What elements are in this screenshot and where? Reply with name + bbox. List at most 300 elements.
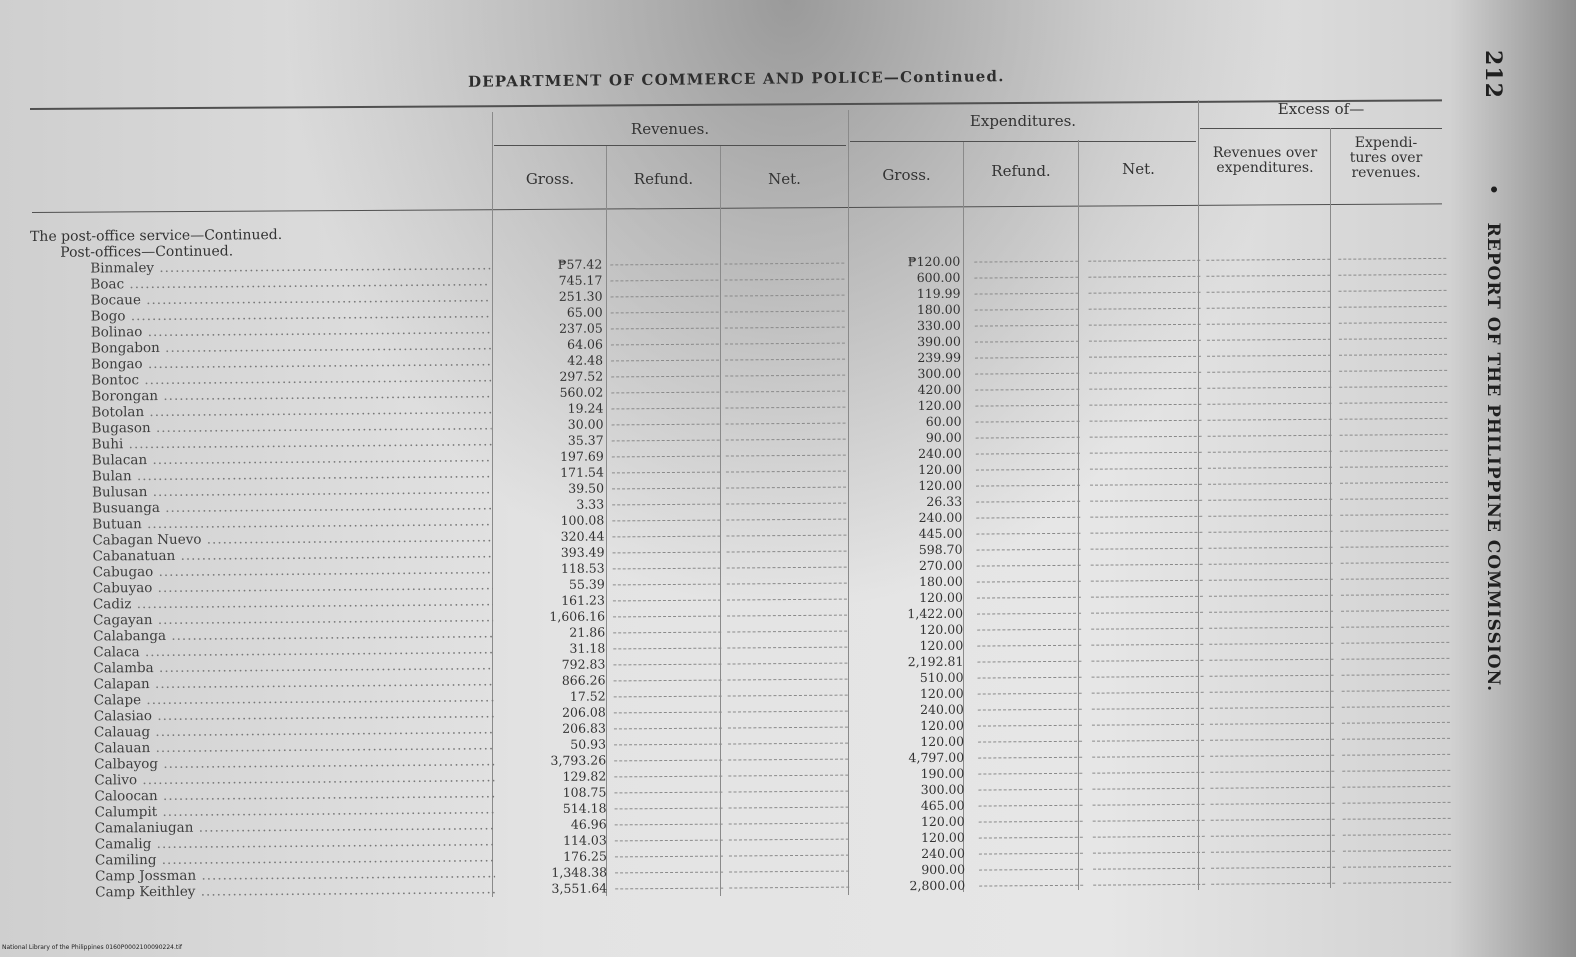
- empty-cell-leader: [728, 679, 848, 681]
- empty-cell-leader: [1340, 482, 1448, 484]
- empty-cell-leader: [1339, 370, 1447, 372]
- office-name: Calamba .....: [93, 657, 493, 676]
- empty-cell-leader: [611, 312, 719, 314]
- empty-cell-leader: [1207, 323, 1331, 325]
- empty-cell-leader: [726, 423, 846, 425]
- table-row: [34, 733, 965, 757]
- empty-cell-leader: [1211, 819, 1335, 821]
- table-row: [33, 605, 964, 629]
- empty-cell-leader: [1092, 772, 1204, 774]
- empty-cell-leader: [975, 309, 1079, 311]
- rev-over-exp-header: Revenues over expenditures.: [1212, 145, 1318, 176]
- empty-cell-leader: [728, 695, 848, 697]
- revenue-gross: 35.37: [567, 432, 604, 448]
- office-name: Calaca .....: [93, 641, 493, 660]
- empty-cell-leader: [1338, 258, 1446, 260]
- expenditure-gross: 240.00: [917, 445, 962, 462]
- expenditure-gross: 2,192.81: [907, 653, 964, 670]
- office-name: Camalaniugan .....: [95, 817, 495, 836]
- expenditure-gross: 120.00: [920, 733, 965, 750]
- expenditure-gross: 120.00: [919, 685, 964, 702]
- revenue-gross: 197.69: [559, 448, 604, 464]
- empty-cell-leader: [975, 405, 1079, 407]
- expenditure-gross: 120.00: [918, 477, 963, 494]
- table-row: [35, 877, 966, 901]
- excess-header: Excess of—: [1277, 100, 1365, 118]
- empty-cell-leader: [978, 677, 1082, 679]
- empty-cell-leader: [725, 407, 845, 409]
- empty-cell-leader: [1211, 883, 1335, 885]
- empty-cell-leader: [1088, 276, 1200, 278]
- office-name: Camp Jossman .....: [95, 865, 495, 884]
- table-row: [31, 365, 962, 389]
- empty-cell-leader: [975, 373, 1079, 375]
- expenditure-gross: 240.00: [919, 701, 964, 718]
- empty-cell-leader: [728, 775, 848, 777]
- empty-cell-leader: [975, 357, 1079, 359]
- empty-cell-leader: [614, 760, 722, 762]
- empty-cell-leader: [1209, 579, 1333, 581]
- empty-cell-leader: [1091, 596, 1203, 598]
- table-row: [30, 253, 961, 277]
- expenditure-gross: 445.00: [918, 525, 963, 542]
- empty-cell-leader: [1339, 338, 1447, 340]
- empty-cell-leader: [612, 456, 720, 458]
- exp-gross-header: Gross.: [882, 166, 931, 184]
- expenditure-gross: 598.70: [918, 541, 963, 558]
- empty-cell-leader: [1208, 515, 1332, 517]
- empty-cell-leader: [725, 343, 845, 345]
- empty-cell-leader: [614, 744, 722, 746]
- revenue-gross: 206.08: [562, 704, 606, 720]
- empty-cell-leader: [727, 583, 847, 585]
- revenue-gross: 251.30: [558, 288, 603, 304]
- empty-cell-leader: [613, 552, 721, 554]
- empty-cell-leader: [1093, 836, 1205, 838]
- expenditure-gross: 119.99: [916, 285, 961, 302]
- revenue-gross: 3.33: [576, 496, 605, 512]
- office-name: Camiling .....: [95, 849, 495, 868]
- table-body: [30, 253, 966, 901]
- empty-cell-leader: [724, 279, 844, 281]
- expenditure-gross: ₱120.00: [907, 253, 961, 270]
- empty-cell-leader: [1089, 340, 1201, 342]
- office-name: Cagayan .....: [93, 609, 493, 628]
- expenditure-gross: 180.00: [916, 301, 961, 318]
- empty-cell-leader: [612, 504, 720, 506]
- running-header: [1480, 50, 1506, 692]
- empty-cell-leader: [728, 743, 848, 745]
- table-row: [32, 429, 962, 453]
- empty-cell-leader: [1092, 740, 1204, 742]
- office-name: Cabagan Nuevo .....: [92, 529, 492, 548]
- revenue-gross: 866.26: [561, 672, 606, 688]
- empty-cell-leader: [726, 519, 846, 521]
- table-row: [34, 765, 965, 789]
- table-row: [32, 445, 962, 469]
- empty-cell-leader: [1343, 802, 1451, 804]
- empty-cell-leader: [1090, 500, 1202, 502]
- empty-cell-leader: [1343, 882, 1451, 884]
- empty-cell-leader: [1340, 434, 1448, 436]
- expenditure-gross: 4,797.00: [908, 749, 965, 766]
- empty-cell-leader: [1209, 659, 1333, 661]
- empty-cell-leader: [979, 853, 1083, 855]
- expenditure-gross: 240.00: [918, 509, 963, 526]
- empty-cell-leader: [612, 472, 720, 474]
- expenditure-gross: 300.00: [920, 781, 965, 798]
- empty-cell-leader: [612, 488, 720, 490]
- expenditure-gross: 60.00: [925, 413, 962, 429]
- empty-cell-leader: [1206, 275, 1330, 277]
- empty-cell-leader: [979, 805, 1083, 807]
- empty-cell-leader: [612, 440, 720, 442]
- empty-cell-leader: [614, 792, 722, 794]
- empty-cell-leader: [727, 615, 847, 617]
- empty-cell-leader: [1088, 260, 1200, 262]
- office-name: Bulan .....: [92, 465, 492, 484]
- office-name: Binmaley .....: [90, 257, 490, 276]
- table-row: [31, 317, 961, 341]
- office-name: Bugason .....: [92, 417, 492, 436]
- revenue-gross: 1,606.16: [549, 608, 606, 624]
- empty-cell-leader: [976, 421, 1080, 423]
- empty-cell-leader: [1209, 611, 1333, 613]
- empty-cell-leader: [1090, 468, 1202, 470]
- table-row: [35, 829, 965, 853]
- empty-cell-leader: [979, 869, 1083, 871]
- empty-cell-leader: [1340, 498, 1448, 500]
- expenditure-gross: 1,422.00: [907, 605, 964, 622]
- revenue-gross: 745.17: [558, 272, 603, 288]
- empty-cell-leader: [1090, 516, 1202, 518]
- empty-cell-leader: [978, 693, 1082, 695]
- report-title: REPORT OF THE PHILIPPINE COMMISSION.: [1483, 222, 1503, 692]
- empty-cell-leader: [1093, 884, 1205, 886]
- office-name: Camalig .....: [95, 833, 495, 852]
- table-row: [33, 541, 963, 565]
- empty-cell-leader: [1208, 451, 1332, 453]
- empty-cell-leader: [1091, 628, 1203, 630]
- empty-cell-leader: [726, 439, 846, 441]
- revenue-gross: 206.83: [562, 720, 606, 736]
- empty-cell-leader: [1093, 804, 1205, 806]
- empty-cell-leader: [1091, 660, 1203, 662]
- empty-cell-leader: [1343, 866, 1451, 868]
- empty-cell-leader: [1207, 355, 1331, 357]
- empty-cell-leader: [611, 344, 719, 346]
- empty-cell-leader: [975, 341, 1079, 343]
- empty-cell-leader: [1207, 291, 1331, 293]
- empty-cell-leader: [976, 485, 1080, 487]
- empty-cell-leader: [1338, 274, 1446, 276]
- empty-cell-leader: [976, 533, 1080, 535]
- empty-cell-leader: [1092, 692, 1204, 694]
- empty-cell-leader: [978, 741, 1082, 743]
- empty-cell-leader: [976, 501, 1080, 503]
- empty-cell-leader: [1091, 612, 1203, 614]
- empty-cell-leader: [978, 757, 1082, 759]
- empty-cell-leader: [1206, 259, 1330, 261]
- empty-cell-leader: [613, 632, 721, 634]
- empty-cell-leader: [725, 359, 845, 361]
- empty-cell-leader: [974, 261, 1078, 263]
- revenue-gross: 560.02: [559, 384, 604, 400]
- empty-cell-leader: [976, 517, 1080, 519]
- expenditure-gross: 240.00: [921, 845, 965, 862]
- excess-subrule: [1200, 128, 1442, 129]
- separator-dot: •: [1483, 183, 1503, 196]
- empty-cell-leader: [611, 392, 719, 394]
- empty-cell-leader: [1092, 756, 1204, 758]
- empty-cell-leader: [615, 824, 723, 826]
- empty-cell-leader: [1208, 467, 1332, 469]
- revenue-gross: 3,793.26: [550, 752, 607, 768]
- revenue-gross: 31.18: [569, 640, 606, 656]
- table-row: [34, 685, 964, 709]
- expenditure-gross: 90.00: [925, 429, 962, 445]
- exp-net-header: Net.: [1122, 160, 1155, 178]
- office-name: Boac .....: [90, 273, 490, 292]
- table-row: [34, 701, 964, 725]
- empty-cell-leader: [612, 424, 720, 426]
- col-rule: [720, 146, 721, 896]
- empty-cell-leader: [1207, 403, 1331, 405]
- empty-cell-leader: [613, 600, 721, 602]
- table-row: [33, 573, 963, 597]
- table-row: [32, 509, 963, 533]
- revenue-gross: 514.18: [562, 800, 607, 816]
- revenue-gross: 64.06: [567, 336, 603, 352]
- empty-cell-leader: [1343, 818, 1451, 820]
- empty-cell-leader: [1341, 658, 1449, 660]
- empty-cell-leader: [1342, 754, 1450, 756]
- table-row: [31, 381, 962, 405]
- empty-cell-leader: [612, 520, 720, 522]
- empty-cell-leader: [1209, 547, 1333, 549]
- empty-cell-leader: [1340, 530, 1448, 532]
- empty-cell-leader: [611, 296, 719, 298]
- expenditure-gross: 420.00: [917, 381, 962, 398]
- empty-cell-leader: [978, 725, 1082, 727]
- empty-cell-leader: [1343, 834, 1451, 836]
- revenue-gross: 161.23: [561, 592, 605, 608]
- empty-cell-leader: [727, 551, 847, 553]
- empty-cell-leader: [1210, 739, 1334, 741]
- empty-cell-leader: [976, 437, 1080, 439]
- empty-cell-leader: [1208, 499, 1332, 501]
- office-name: Bulusan .....: [92, 481, 492, 500]
- empty-cell-leader: [726, 471, 846, 473]
- empty-cell-leader: [610, 280, 718, 282]
- expenditure-gross: 190.00: [920, 765, 965, 782]
- revenue-gross: 3,551.64: [551, 880, 608, 896]
- revenue-gross: 393.49: [560, 544, 605, 560]
- empty-cell-leader: [727, 567, 847, 569]
- empty-cell-leader: [1210, 723, 1334, 725]
- revenue-gross: 42.48: [567, 352, 604, 368]
- expenditure-gross: 180.00: [918, 573, 963, 590]
- expenditure-gross: 120.00: [919, 589, 963, 606]
- revenue-gross: 1,348.38: [551, 864, 608, 880]
- empty-cell-leader: [726, 503, 846, 505]
- office-name: Calumpit .....: [95, 801, 495, 820]
- empty-cell-leader: [725, 375, 845, 377]
- empty-cell-leader: [1208, 435, 1332, 437]
- table-row: [34, 669, 964, 693]
- empty-cell-leader: [1210, 675, 1334, 677]
- office-name: Calivo .....: [94, 769, 494, 788]
- office-name: Bocaue .....: [91, 289, 491, 308]
- empty-cell-leader: [1211, 867, 1335, 869]
- empty-cell-leader: [611, 360, 719, 362]
- office-name: Calauag .....: [94, 721, 494, 740]
- office-name: Calape .....: [94, 689, 494, 708]
- empty-cell-leader: [974, 277, 1078, 279]
- revenue-gross: 65.00: [566, 304, 603, 320]
- empty-cell-leader: [613, 568, 721, 570]
- empty-cell-leader: [1091, 580, 1203, 582]
- empty-cell-leader: [614, 712, 722, 714]
- revenue-gross: 108.75: [562, 784, 607, 800]
- empty-cell-leader: [727, 663, 847, 665]
- empty-cell-leader: [1342, 738, 1450, 740]
- expenditure-gross: 390.00: [917, 333, 961, 350]
- empty-cell-leader: [1339, 386, 1447, 388]
- empty-cell-leader: [1209, 627, 1333, 629]
- revenue-gross: 176.25: [563, 848, 608, 864]
- empty-cell-leader: [1207, 307, 1331, 309]
- empty-cell-leader: [1340, 418, 1448, 420]
- empty-cell-leader: [1089, 372, 1201, 374]
- revenue-gross: 30.00: [567, 416, 604, 432]
- office-name: Bolinao .....: [91, 321, 491, 340]
- empty-cell-leader: [979, 837, 1083, 839]
- empty-cell-leader: [728, 791, 848, 793]
- office-name: Calapan .....: [94, 673, 494, 692]
- expenditure-gross: 120.00: [919, 621, 964, 638]
- office-name: Botolan .....: [91, 401, 491, 420]
- empty-cell-leader: [1207, 339, 1331, 341]
- table-row: [35, 845, 965, 869]
- empty-cell-leader: [610, 264, 718, 266]
- revenue-gross: 114.03: [563, 832, 607, 848]
- empty-cell-leader: [1210, 755, 1334, 757]
- empty-cell-leader: [729, 839, 849, 841]
- empty-cell-leader: [977, 661, 1081, 663]
- expenditure-gross: 2,800.00: [909, 877, 966, 894]
- expenditures-subrule: [850, 141, 1196, 142]
- revenue-gross: 21.86: [569, 624, 606, 640]
- table-row: [34, 749, 965, 773]
- expenditure-gross: 270.00: [918, 557, 963, 574]
- empty-cell-leader: [1211, 835, 1335, 837]
- empty-cell-leader: [615, 840, 723, 842]
- office-name: Butuan .....: [92, 513, 492, 532]
- empty-cell-leader: [976, 469, 1080, 471]
- revenue-gross: 19.24: [567, 400, 604, 416]
- empty-cell-leader: [1341, 626, 1449, 628]
- table-row: [32, 493, 963, 517]
- empty-cell-leader: [1342, 706, 1450, 708]
- office-name: Buhi .....: [92, 433, 492, 452]
- empty-cell-leader: [1091, 564, 1203, 566]
- empty-cell-leader: [1092, 724, 1204, 726]
- table-row: [33, 589, 963, 613]
- empty-cell-leader: [1210, 707, 1334, 709]
- revenue-gross: 129.82: [562, 768, 607, 784]
- header-bottom-rule: [32, 203, 1442, 213]
- empty-cell-leader: [1093, 868, 1205, 870]
- empty-cell-leader: [1091, 548, 1203, 550]
- empty-cell-leader: [1342, 786, 1450, 788]
- empty-cell-leader: [1340, 450, 1448, 452]
- empty-cell-leader: [977, 581, 1081, 583]
- table-row: [31, 333, 961, 357]
- empty-cell-leader: [1340, 514, 1448, 516]
- table-row: [33, 621, 964, 645]
- revenue-gross: 46.96: [570, 816, 607, 832]
- empty-cell-leader: [613, 648, 721, 650]
- revenues-header: Revenues.: [630, 120, 710, 138]
- empty-cell-leader: [724, 263, 844, 265]
- empty-cell-leader: [729, 871, 849, 873]
- empty-cell-leader: [1211, 851, 1335, 853]
- rev-refund-header: Refund.: [633, 170, 694, 188]
- empty-cell-leader: [1089, 388, 1201, 390]
- expenditure-gross: 120.00: [920, 813, 965, 830]
- empty-cell-leader: [1090, 484, 1202, 486]
- revenues-subrule: [494, 145, 846, 146]
- empty-cell-leader: [1089, 356, 1201, 358]
- revenue-gross: 792.83: [561, 656, 606, 672]
- office-name: Camp Keithley .....: [95, 881, 495, 900]
- empty-cell-leader: [727, 647, 847, 649]
- empty-cell-leader: [614, 728, 722, 730]
- empty-cell-leader: [1210, 691, 1334, 693]
- expenditure-gross: 900.00: [921, 861, 966, 878]
- empty-cell-leader: [614, 696, 722, 698]
- empty-cell-leader: [1341, 562, 1449, 564]
- revenue-gross: 17.52: [569, 688, 606, 704]
- expenditure-gross: 120.00: [919, 637, 964, 654]
- empty-cell-leader: [1090, 452, 1202, 454]
- revenue-gross: 297.52: [559, 368, 604, 384]
- empty-cell-leader: [978, 773, 1082, 775]
- empty-cell-leader: [727, 631, 847, 633]
- col-rule: [848, 110, 849, 895]
- office-name: Bogo .....: [91, 305, 491, 324]
- col-rule: [1330, 128, 1331, 888]
- empty-cell-leader: [975, 389, 1079, 391]
- expenditure-gross: 465.00: [920, 797, 965, 814]
- empty-cell-leader: [977, 629, 1081, 631]
- empty-cell-leader: [1208, 483, 1332, 485]
- office-name: Bongao .....: [91, 353, 491, 372]
- subsection-heading: Post-offices—Continued.: [60, 243, 234, 261]
- empty-cell-leader: [615, 888, 723, 890]
- table-row: [34, 717, 964, 741]
- empty-cell-leader: [977, 645, 1081, 647]
- empty-cell-leader: [729, 823, 849, 825]
- empty-cell-leader: [611, 328, 719, 330]
- expenditure-gross: 600.00: [916, 269, 961, 286]
- empty-cell-leader: [729, 887, 849, 889]
- table-row: [33, 557, 963, 581]
- expenditure-gross: 26.33: [926, 493, 963, 509]
- office-name: Bulacan .....: [92, 449, 492, 468]
- office-name: Cabuyao .....: [93, 577, 493, 596]
